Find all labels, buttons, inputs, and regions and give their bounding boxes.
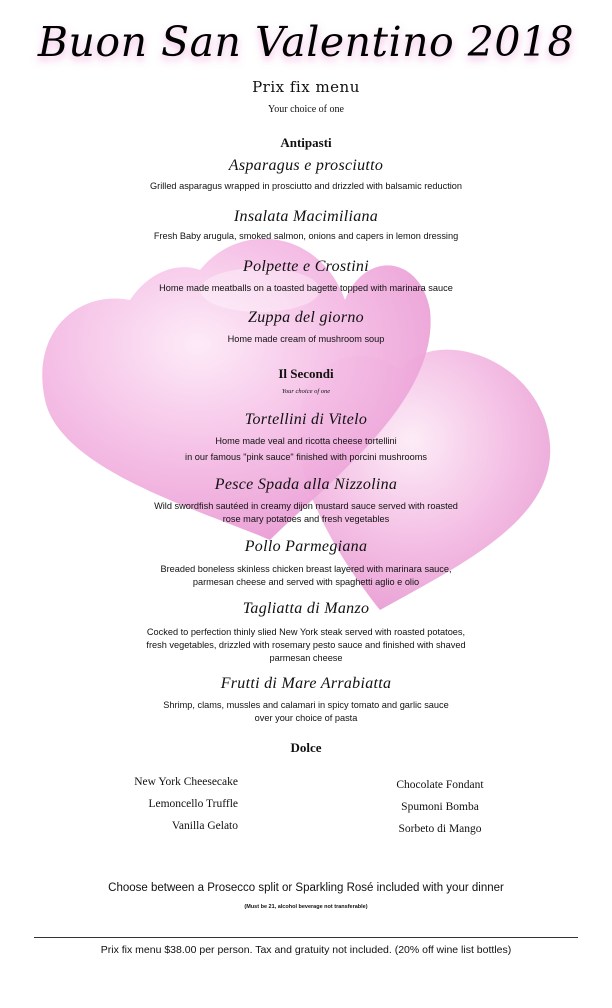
drinks-note: Choose between a Prosecco split or Sparkling Rosé included with your dinner	[108, 882, 504, 894]
menu-title: Buon San Valentino 2018	[37, 18, 575, 66]
dessert-item: Vanilla Gelato	[171, 820, 238, 832]
dish-description: Shrimp, clams, mussles and calamari in spicy tomato and garlic sauce	[163, 700, 449, 710]
dessert-item: Lemoncello Truffle	[148, 798, 238, 810]
dolce-right-column	[380, 774, 500, 840]
secondi-choice-note: Your choice of one	[281, 388, 331, 395]
dish-name: Insalata Macimiliana	[233, 208, 379, 225]
dessert-item: Chocolate Fondant	[396, 779, 484, 791]
dish-name: Asparagus e prosciutto	[228, 157, 384, 174]
dish-description: parmesan cheese	[269, 653, 343, 663]
dessert-item: Sorbeto di Mango	[398, 823, 482, 835]
dish-description: Home made veal and ricotta cheese tortellini	[215, 436, 397, 446]
price-footer: Prix fix menu $38.00 per person. Tax and gratuity not included. (20% off wine list bottles)	[100, 944, 512, 956]
dish-name: Tagliatta di Manzo	[242, 600, 370, 617]
dish-description: Cocked to perfection thinly slied New York steak served with roasted potatoes,	[146, 627, 466, 637]
dish-name: Pollo Parmegiana	[244, 538, 368, 555]
dolce-heading: Dolce	[290, 740, 322, 755]
age-fineprint: (Must be 21, alcohol beverage not transferable)	[244, 904, 368, 910]
dish-description: parmesan cheese and served with spaghetti aglio e olio	[192, 577, 420, 587]
dish-name: Pesce Spada alla Nizzolina	[214, 476, 398, 493]
dish-description: Grilled asparagus wrapped in prosciutto and drizzled with balsamic reduction	[149, 181, 463, 191]
dessert-item: New York Cheesecake	[134, 776, 238, 788]
secondi-heading: Il Secondi	[278, 366, 334, 381]
menu-subtitle: Prix fix menu	[252, 78, 360, 96]
choice-note: Your choice of one	[268, 104, 344, 115]
dish-name: Polpette e Crostini	[243, 258, 369, 275]
dish-description: in our famous "pink sauce" finished with porcini mushrooms	[185, 452, 427, 462]
dish-name: Tortellini di Vitelo	[244, 411, 368, 428]
dish-name: Zuppa del giorno	[248, 309, 364, 326]
dish-description: rose mary potatoes and fresh vegetables	[222, 514, 390, 524]
dish-description: over your choice of pasta	[254, 713, 358, 723]
dessert-item: Spumoni Bomba	[401, 801, 479, 813]
dish-description: fresh vegetables, drizzled with rosemary pesto sauce and finished with shaved	[146, 640, 466, 650]
dish-description: Breaded boneless skinless chicken breast layered with marinara sauce,	[160, 564, 452, 574]
dish-description: Home made cream of mushroom soup	[227, 334, 385, 344]
dish-description: Home made meatballs on a toasted bagette topped with marinara sauce	[159, 283, 453, 293]
dish-name: Frutti di Mare Arrabiatta	[220, 675, 392, 692]
footer-divider	[34, 937, 578, 938]
dish-description: Wild swordfish sautéed in creamy dijon mustard sauce served with roasted	[154, 501, 458, 511]
dolce-left-column	[88, 771, 238, 837]
antipasti-heading: Antipasti	[280, 135, 332, 150]
dish-description: Fresh Baby arugula, smoked salmon, onions and capers in lemon dressing	[153, 231, 459, 241]
